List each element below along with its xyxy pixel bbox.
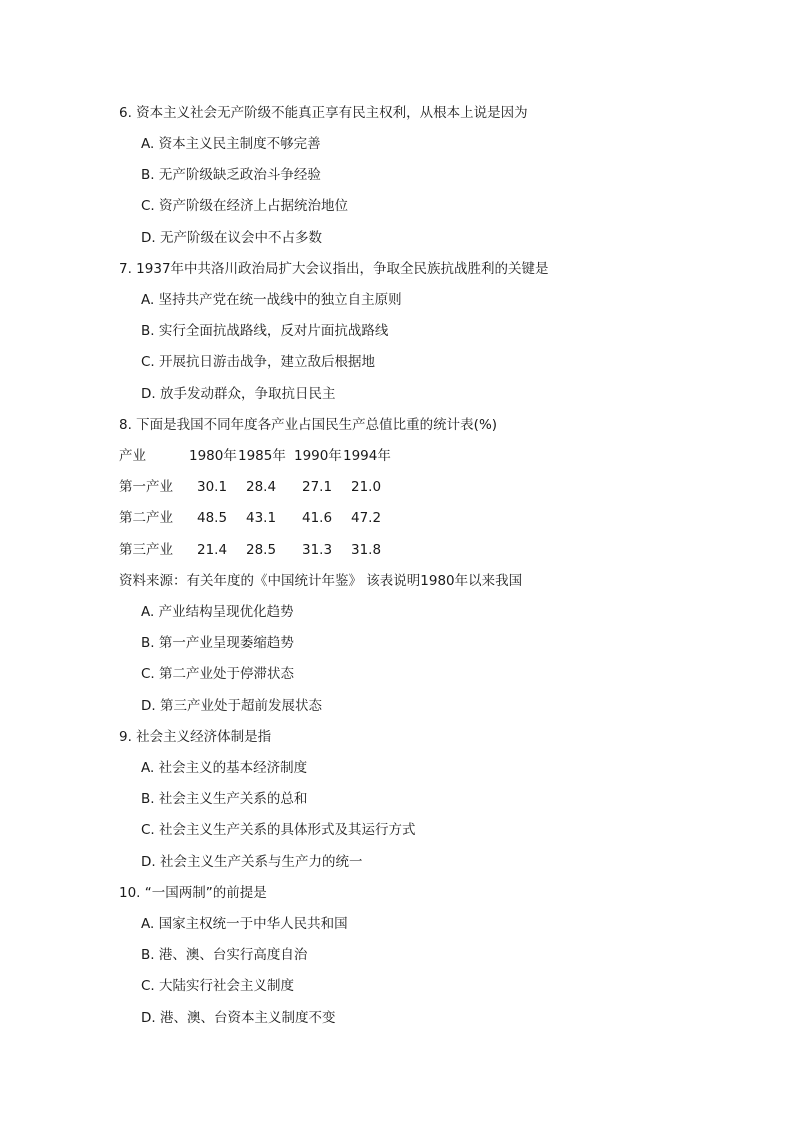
table-cell: 28.5 (246, 542, 277, 558)
table-cell: 48.5 (197, 510, 228, 526)
table-header-cell: 1990年 (294, 448, 342, 464)
question-9-option-c: C. 社会主义生产关系的具体形式及其运行方式 (141, 822, 416, 838)
table-cell: 27.1 (302, 479, 333, 495)
table-cell: 41.6 (302, 510, 333, 526)
question-6-option-c: C. 资产阶级在经济上占据统治地位 (141, 198, 349, 214)
question-8-option-b: B. 第一产业呈现萎缩趋势 (141, 635, 294, 651)
question-8-option-d: D. 第三产业处于超前发展状态 (141, 698, 322, 714)
question-9-option-d: D. 社会主义生产关系与生产力的统一 (141, 854, 363, 870)
table-header-cell: 产业 (119, 448, 146, 464)
question-8-stem: 8. 下面是我国不同年度各产业占国民生产总值比重的统计表(%) (119, 417, 498, 433)
table-source-note: 资料来源：有关年度的《中国统计年鉴》 该表说明1980年以来我国 (119, 573, 523, 589)
question-7-option-c: C. 开展抗日游击战争，建立敌后根据地 (141, 354, 376, 370)
question-10-option-d: D. 港、澳、台资本主义制度不变 (141, 1010, 336, 1026)
table-cell: 第二产业 (119, 510, 173, 526)
table-cell: 43.1 (246, 510, 277, 526)
question-10-option-b: B. 港、澳、台实行高度自治 (141, 947, 308, 963)
question-6-option-b: B. 无产阶级缺乏政治斗争经验 (141, 167, 321, 183)
table-header-cell: 1985年 (238, 448, 286, 464)
question-9-option-b: B. 社会主义生产关系的总和 (141, 791, 308, 807)
table-cell: 47.2 (351, 510, 382, 526)
table-cell: 第一产业 (119, 479, 173, 495)
table-cell: 31.8 (351, 542, 382, 558)
question-9-option-a: A. 社会主义的基本经济制度 (141, 760, 308, 776)
question-9-stem: 9. 社会主义经济体制是指 (119, 729, 272, 745)
table-cell: 28.4 (246, 479, 277, 495)
table-header-cell: 1994年 (343, 448, 391, 464)
table-cell: 21.4 (197, 542, 228, 558)
table-cell: 30.1 (197, 479, 228, 495)
table-cell: 21.0 (351, 479, 382, 495)
table-cell: 31.3 (302, 542, 333, 558)
table-header-cell: 1980年 (189, 448, 237, 464)
question-7-option-a: A. 坚持共产党在统一战线中的独立自主原则 (141, 292, 402, 308)
table-cell: 第三产业 (119, 542, 173, 558)
question-8-option-c: C. 第二产业处于停滞状态 (141, 666, 295, 682)
question-6-option-a: A. 资本主义民主制度不够完善 (141, 136, 321, 152)
question-7-option-d: D. 放手发动群众，争取抗日民主 (141, 386, 336, 402)
question-10-stem: 10. “一国两制”的前提是 (119, 885, 267, 901)
question-6-option-d: D. 无产阶级在议会中不占多数 (141, 230, 322, 246)
question-7-stem: 7. 1937年中共洛川政治局扩大会议指出，争取全民族抗战胜利的关键是 (119, 261, 549, 277)
question-6-stem: 6. 资本主义社会无产阶级不能真正享有民主权利，从根本上说是因为 (119, 105, 528, 121)
question-8-option-a: A. 产业结构呈现优化趋势 (141, 604, 294, 620)
question-7-option-b: B. 实行全面抗战路线，反对片面抗战路线 (141, 323, 389, 339)
question-10-option-c: C. 大陆实行社会主义制度 (141, 978, 295, 994)
question-10-option-a: A. 国家主权统一于中华人民共和国 (141, 916, 348, 932)
